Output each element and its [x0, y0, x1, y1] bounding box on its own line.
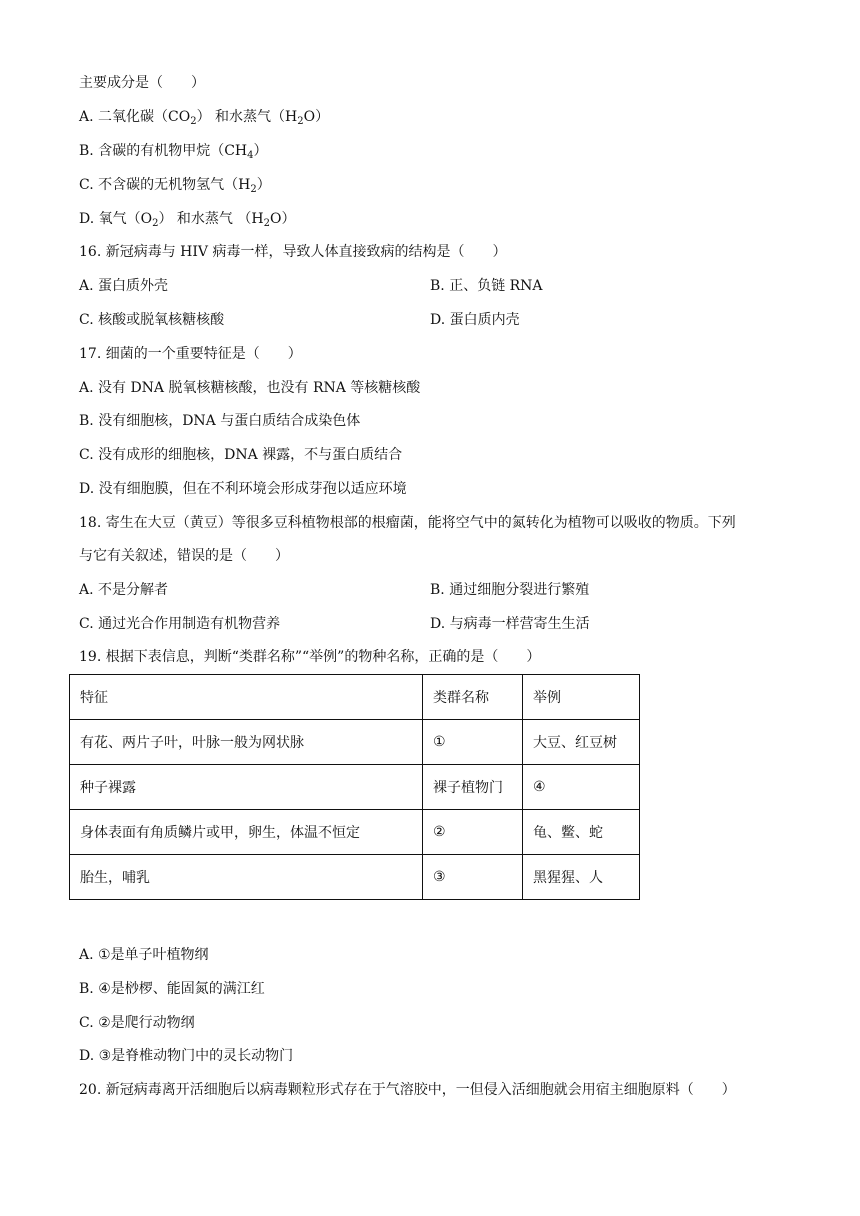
table-cell: ④ [523, 765, 640, 810]
q18-option-b: B. 通过细胞分裂进行繁殖 [430, 582, 590, 598]
table-row [70, 810, 640, 855]
header-cell: 举例 [523, 675, 640, 720]
table-row [70, 720, 640, 765]
q16-option-c: C. 核酸或脱氧核糖核酸 [79, 312, 225, 328]
q16-stem: 16. 新冠病毒与 HIV 病毒一样，导致人体直接致病的结构是（ ） [79, 244, 507, 260]
q15-option-a: A. 二氧化碳$(CO_2)$ 和水蒸气$(H_2O)$ [79, 109, 330, 127]
q19-table [69, 674, 640, 900]
q17-option-a: A. 没有 DNA 脱氧核糖核酸，也没有 RNA 等核糖核酸 [79, 380, 421, 396]
table-cell: 种子裸露 [70, 765, 423, 810]
table-cell: 有花、两片子叶，叶脉一般为网状脉 [70, 720, 423, 765]
table-cell: 大豆、红豆树 [523, 720, 640, 765]
q16-option-a: A. 蛋白质外壳 [79, 278, 169, 294]
q17-option-d: D. 没有细胞膜，但在不利环境会形成芽孢以适应环境 [79, 481, 407, 497]
q15-option-b: B. 含碳的有机物甲烷$(CH_4)$ [79, 143, 268, 161]
q16-option-b: B. 正、负链 RNA [430, 278, 543, 294]
table-row [70, 765, 640, 810]
q18-option-d: D. 与病毒一样营寄生生活 [430, 616, 590, 632]
q18-option-c: C. 通过光合作用制造有机物营养 [79, 616, 281, 632]
q17-option-b: B. 没有细胞核，DNA 与蛋白质结合成染色体 [79, 413, 361, 429]
table-cell: ① [423, 720, 523, 765]
q17-stem: 17. 细菌的一个重要特征是（ ） [79, 346, 302, 362]
q19-option-a: A. ①是单子叶植物纲 [79, 947, 209, 963]
q18-option-a: A. 不是分解者 [79, 582, 169, 598]
q16-option-d: D. 蛋白质内壳 [430, 312, 520, 328]
q19-option-d: D. ③是脊椎动物门中的灵长动物门 [79, 1048, 294, 1064]
table-cell: ③ [423, 855, 523, 900]
header-cell: 类群名称 [423, 675, 523, 720]
table-cell: 裸子植物门 [423, 765, 523, 810]
q18-stem-line1: 18. 寄生在大豆（黄豆）等很多豆科植物根部的根瘤菌，能将空气中的氮转化为植物可以吸收的物质。下列 [79, 515, 736, 531]
table-cell: 龟、鳖、蛇 [523, 810, 640, 855]
q15-option-c: C. 不含碳的无机物氢气$(H_2)$ [79, 177, 271, 195]
q15-stem: 主要成分是（ ） [79, 75, 205, 91]
q19-option-b: B. ④是桫椤、能固氮的满江红 [79, 981, 265, 997]
q20-stem: 20. 新冠病毒离开活细胞后以病毒颗粒形式存在于气溶胶中，一但侵入活细胞就会用宿主细胞原料（ ） [79, 1082, 736, 1098]
q15-option-d: D. 氧气$(O_2)$ 和水蒸气 $(H_2O)$ [79, 211, 296, 229]
q19-option-c: C. ②是爬行动物纲 [79, 1015, 195, 1031]
q19-stem: 19. 根据下表信息，判断“类群名称”“举例”的物种名称，正确的是（ ） [79, 649, 541, 665]
table-header-row [70, 675, 640, 720]
table-cell: 黑猩猩、人 [523, 855, 640, 900]
table-cell: 身体表面有角质鳞片或甲，卵生，体温不恒定 [70, 810, 423, 855]
header-cell: 特征 [70, 675, 423, 720]
q17-option-c: C. 没有成形的细胞核，DNA 裸露，不与蛋白质结合 [79, 447, 403, 463]
q18-stem-line2: 与它有关叙述，错误的是（ ） [79, 548, 289, 564]
table-row [70, 855, 640, 900]
table-cell: ② [423, 810, 523, 855]
table-cell: 胎生，哺乳 [70, 855, 423, 900]
